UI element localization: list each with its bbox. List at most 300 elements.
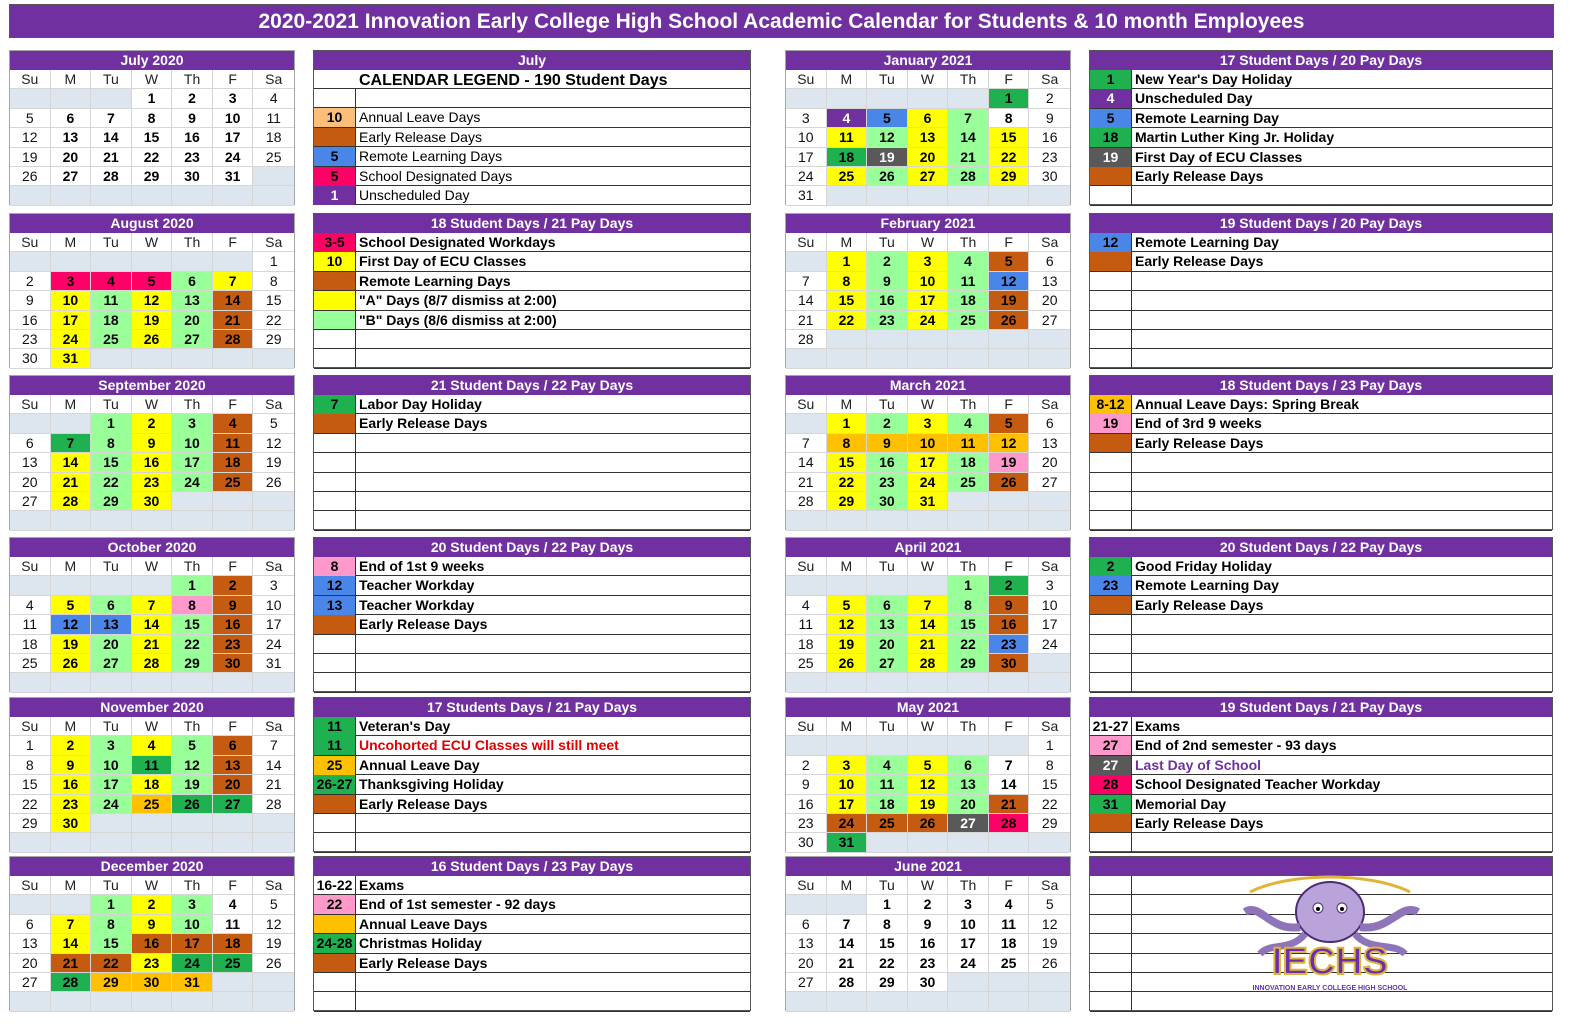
day-cell[interactable]: 29 [989, 167, 1030, 186]
day-cell[interactable]: 2 [989, 576, 1030, 595]
day-cell[interactable]: 31 [253, 654, 294, 673]
day-cell[interactable]: 9 [51, 756, 92, 775]
day-cell[interactable]: 25 [786, 654, 827, 673]
legend-row[interactable] [1090, 756, 1552, 775]
day-cell[interactable]: 23 [172, 148, 213, 167]
day-cell[interactable]: 2 [867, 252, 908, 271]
legend-row[interactable] [314, 186, 750, 205]
day-cell[interactable]: 18 [132, 775, 173, 794]
legend-row[interactable] [314, 954, 750, 973]
legend-row[interactable] [1090, 311, 1552, 330]
day-cell[interactable]: 30 [1029, 167, 1070, 186]
day-cell[interactable]: 15 [253, 291, 294, 310]
day-cell[interactable]: 10 [172, 915, 213, 934]
day-cell[interactable]: 13 [51, 128, 92, 147]
legend-row[interactable] [314, 108, 750, 127]
day-cell[interactable]: 30 [132, 973, 173, 992]
day-cell[interactable]: 10 [172, 434, 213, 453]
legend-row[interactable] [1090, 795, 1552, 814]
day-cell[interactable]: 25 [213, 473, 254, 492]
legend-row[interactable] [314, 434, 750, 453]
day-cell[interactable]: 2 [1029, 89, 1070, 108]
day-cell[interactable]: 28 [948, 167, 989, 186]
legend-row[interactable] [1090, 272, 1552, 291]
day-cell[interactable]: 12 [253, 434, 294, 453]
day-cell[interactable]: 29 [10, 814, 51, 833]
day-cell[interactable]: 21 [132, 635, 173, 654]
day-cell[interactable]: 13 [867, 615, 908, 634]
day-cell[interactable]: 22 [948, 635, 989, 654]
legend-row[interactable] [314, 414, 750, 433]
day-cell[interactable]: 22 [827, 311, 868, 330]
day-cell[interactable]: 12 [827, 615, 868, 634]
legend-row[interactable] [314, 492, 750, 511]
day-cell[interactable]: 24 [827, 814, 868, 833]
day-cell[interactable]: 25 [213, 954, 254, 973]
legend-row[interactable] [1090, 717, 1552, 736]
day-cell[interactable]: 23 [1029, 148, 1070, 167]
day-cell[interactable]: 24 [51, 330, 92, 349]
day-cell[interactable]: 26 [172, 795, 213, 814]
day-cell[interactable]: 27 [867, 654, 908, 673]
day-cell[interactable]: 17 [827, 795, 868, 814]
day-cell[interactable]: 1 [253, 252, 294, 271]
day-cell[interactable]: 14 [51, 453, 92, 472]
day-cell[interactable]: 25 [989, 954, 1030, 973]
day-cell[interactable]: 9 [989, 596, 1030, 615]
day-cell[interactable]: 15 [948, 615, 989, 634]
day-cell[interactable]: 5 [253, 414, 294, 433]
legend-row[interactable] [314, 167, 750, 186]
day-cell[interactable]: 8 [132, 109, 173, 128]
day-cell[interactable]: 27 [908, 167, 949, 186]
day-cell[interactable]: 1 [91, 895, 132, 914]
day-cell[interactable]: 2 [172, 89, 213, 108]
day-cell[interactable]: 7 [253, 736, 294, 755]
day-cell[interactable]: 30 [51, 814, 92, 833]
day-cell[interactable]: 16 [786, 795, 827, 814]
day-cell[interactable]: 16 [867, 291, 908, 310]
day-cell[interactable]: 2 [132, 414, 173, 433]
day-cell[interactable]: 11 [948, 272, 989, 291]
day-cell[interactable]: 26 [10, 167, 51, 186]
day-cell[interactable]: 22 [10, 795, 51, 814]
day-cell[interactable]: 19 [51, 635, 92, 654]
day-cell[interactable]: 28 [253, 795, 294, 814]
day-cell[interactable]: 6 [786, 915, 827, 934]
day-cell[interactable]: 6 [1029, 252, 1070, 271]
day-cell[interactable]: 29 [1029, 814, 1070, 833]
day-cell[interactable]: 3 [1029, 576, 1070, 595]
legend-row[interactable] [314, 576, 750, 595]
day-cell[interactable]: 29 [827, 492, 868, 511]
legend-row[interactable] [314, 233, 750, 252]
day-cell[interactable]: 11 [989, 915, 1030, 934]
day-cell[interactable]: 14 [91, 128, 132, 147]
legend-row[interactable] [314, 973, 750, 992]
day-cell[interactable]: 18 [253, 128, 294, 147]
day-cell[interactable]: 3 [172, 414, 213, 433]
day-cell[interactable]: 11 [253, 109, 294, 128]
day-cell[interactable]: 14 [908, 615, 949, 634]
legend-row[interactable] [314, 511, 750, 530]
legend-row[interactable] [314, 717, 750, 736]
legend-row[interactable] [1090, 148, 1552, 167]
day-cell[interactable]: 4 [827, 109, 868, 128]
day-cell[interactable]: 1 [827, 252, 868, 271]
day-cell[interactable]: 20 [948, 795, 989, 814]
legend-row[interactable] [314, 252, 750, 271]
legend-row[interactable] [314, 128, 750, 147]
legend-row[interactable] [1090, 252, 1552, 271]
legend-row[interactable] [314, 330, 750, 349]
day-cell[interactable]: 17 [908, 453, 949, 472]
day-cell[interactable]: 25 [867, 814, 908, 833]
legend-row[interactable] [314, 349, 750, 368]
day-cell[interactable]: 31 [51, 349, 92, 368]
day-cell[interactable]: 19 [989, 291, 1030, 310]
day-cell[interactable]: 5 [989, 252, 1030, 271]
day-cell[interactable]: 3 [172, 895, 213, 914]
day-cell[interactable]: 1 [10, 736, 51, 755]
legend-row[interactable] [1090, 576, 1552, 595]
day-cell[interactable]: 9 [213, 596, 254, 615]
day-cell[interactable]: 19 [867, 148, 908, 167]
day-cell[interactable]: 9 [786, 775, 827, 794]
day-cell[interactable]: 1 [989, 89, 1030, 108]
day-cell[interactable]: 22 [1029, 795, 1070, 814]
day-cell[interactable]: 4 [213, 895, 254, 914]
day-cell[interactable]: 8 [948, 596, 989, 615]
day-cell[interactable]: 5 [10, 109, 51, 128]
day-cell[interactable]: 8 [10, 756, 51, 775]
day-cell[interactable]: 30 [213, 654, 254, 673]
day-cell[interactable]: 16 [132, 934, 173, 953]
day-cell[interactable]: 7 [786, 272, 827, 291]
day-cell[interactable]: 29 [91, 973, 132, 992]
day-cell[interactable]: 21 [786, 311, 827, 330]
legend-row[interactable] [314, 291, 750, 310]
day-cell[interactable]: 9 [867, 272, 908, 291]
day-cell[interactable]: 10 [213, 109, 254, 128]
legend-row[interactable] [1090, 775, 1552, 794]
day-cell[interactable]: 28 [51, 973, 92, 992]
day-cell[interactable]: 23 [867, 311, 908, 330]
day-cell[interactable]: 11 [867, 775, 908, 794]
day-cell[interactable]: 14 [132, 615, 173, 634]
day-cell[interactable]: 10 [1029, 596, 1070, 615]
legend-row[interactable] [314, 756, 750, 775]
day-cell[interactable]: 12 [172, 756, 213, 775]
day-cell[interactable]: 21 [213, 311, 254, 330]
day-cell[interactable]: 12 [989, 434, 1030, 453]
day-cell[interactable]: 22 [867, 954, 908, 973]
day-cell[interactable]: 7 [132, 596, 173, 615]
day-cell[interactable]: 28 [213, 330, 254, 349]
day-cell[interactable]: 21 [91, 148, 132, 167]
day-cell[interactable]: 29 [253, 330, 294, 349]
day-cell[interactable]: 15 [827, 453, 868, 472]
day-cell[interactable]: 29 [948, 654, 989, 673]
legend-row[interactable] [314, 147, 750, 166]
day-cell[interactable]: 27 [213, 795, 254, 814]
day-cell[interactable]: 4 [253, 89, 294, 108]
day-cell[interactable]: 2 [908, 895, 949, 914]
day-cell[interactable]: 18 [827, 148, 868, 167]
day-cell[interactable]: 23 [51, 795, 92, 814]
day-cell[interactable]: 31 [786, 186, 827, 205]
day-cell[interactable]: 21 [786, 473, 827, 492]
legend-row[interactable] [314, 833, 750, 852]
day-cell[interactable]: 7 [786, 434, 827, 453]
day-cell[interactable]: 2 [213, 576, 254, 595]
day-cell[interactable]: 26 [989, 311, 1030, 330]
day-cell[interactable]: 21 [908, 635, 949, 654]
day-cell[interactable]: 11 [10, 615, 51, 634]
day-cell[interactable]: 20 [786, 954, 827, 973]
day-cell[interactable]: 20 [1029, 291, 1070, 310]
day-cell[interactable]: 27 [91, 654, 132, 673]
day-cell[interactable]: 20 [172, 311, 213, 330]
day-cell[interactable]: 30 [10, 349, 51, 368]
legend-row[interactable] [314, 311, 750, 330]
day-cell[interactable]: 16 [213, 615, 254, 634]
day-cell[interactable]: 21 [948, 148, 989, 167]
day-cell[interactable]: 27 [1029, 473, 1070, 492]
legend-row[interactable] [314, 395, 750, 414]
day-cell[interactable]: 3 [908, 252, 949, 271]
day-cell[interactable]: 24 [213, 148, 254, 167]
day-cell[interactable]: 13 [213, 756, 254, 775]
day-cell[interactable]: 8 [172, 596, 213, 615]
day-cell[interactable]: 1 [827, 414, 868, 433]
legend-row[interactable] [1090, 186, 1552, 205]
legend-row[interactable] [314, 473, 750, 492]
day-cell[interactable]: 14 [948, 128, 989, 147]
day-cell[interactable]: 5 [827, 596, 868, 615]
legend-row[interactable] [1090, 349, 1552, 368]
day-cell[interactable]: 24 [172, 954, 213, 973]
day-cell[interactable]: 28 [51, 492, 92, 511]
day-cell[interactable]: 7 [908, 596, 949, 615]
day-cell[interactable]: 1 [1029, 736, 1070, 755]
legend-row[interactable] [314, 615, 750, 634]
day-cell[interactable]: 5 [253, 895, 294, 914]
day-cell[interactable]: 10 [827, 775, 868, 794]
day-cell[interactable]: 19 [989, 453, 1030, 472]
day-cell[interactable]: 16 [989, 615, 1030, 634]
day-cell[interactable]: 24 [908, 311, 949, 330]
day-cell[interactable]: 20 [51, 148, 92, 167]
day-cell[interactable]: 24 [1029, 635, 1070, 654]
day-cell[interactable]: 18 [213, 453, 254, 472]
day-cell[interactable]: 25 [253, 148, 294, 167]
day-cell[interactable]: 19 [132, 311, 173, 330]
legend-row[interactable] [1090, 89, 1552, 108]
day-cell[interactable]: 30 [786, 833, 827, 852]
day-cell[interactable]: 17 [253, 615, 294, 634]
legend-row[interactable] [314, 814, 750, 833]
day-cell[interactable]: 15 [10, 775, 51, 794]
day-cell[interactable]: 23 [132, 473, 173, 492]
day-cell[interactable]: 13 [786, 934, 827, 953]
legend-row[interactable] [1090, 673, 1552, 692]
day-cell[interactable]: 3 [91, 736, 132, 755]
day-cell[interactable]: 30 [132, 492, 173, 511]
day-cell[interactable]: 22 [132, 148, 173, 167]
day-cell[interactable]: 7 [51, 915, 92, 934]
day-cell[interactable]: 11 [827, 128, 868, 147]
day-cell[interactable]: 21 [51, 473, 92, 492]
day-cell[interactable]: 15 [1029, 775, 1070, 794]
day-cell[interactable]: 10 [786, 128, 827, 147]
day-cell[interactable]: 14 [253, 756, 294, 775]
legend-row[interactable] [1090, 615, 1552, 634]
day-cell[interactable]: 23 [10, 330, 51, 349]
legend-row[interactable] [1090, 453, 1552, 472]
day-cell[interactable]: 1 [132, 89, 173, 108]
day-cell[interactable]: 14 [989, 775, 1030, 794]
legend-row[interactable] [314, 654, 750, 673]
legend-row[interactable] [1090, 395, 1552, 414]
day-cell[interactable]: 26 [132, 330, 173, 349]
day-cell[interactable]: 27 [10, 492, 51, 511]
legend-row[interactable] [1090, 109, 1552, 128]
day-cell[interactable]: 18 [10, 635, 51, 654]
day-cell[interactable]: 10 [253, 596, 294, 615]
day-cell[interactable]: 21 [989, 795, 1030, 814]
day-cell[interactable]: 23 [213, 635, 254, 654]
day-cell[interactable]: 8 [867, 915, 908, 934]
day-cell[interactable]: 12 [989, 272, 1030, 291]
day-cell[interactable]: 6 [867, 596, 908, 615]
day-cell[interactable]: 31 [213, 167, 254, 186]
day-cell[interactable]: 20 [213, 775, 254, 794]
day-cell[interactable]: 30 [908, 973, 949, 992]
day-cell[interactable]: 12 [253, 915, 294, 934]
day-cell[interactable]: 12 [51, 615, 92, 634]
day-cell[interactable]: 7 [948, 109, 989, 128]
day-cell[interactable]: 9 [908, 915, 949, 934]
legend-row[interactable] [314, 557, 750, 576]
day-cell[interactable]: 4 [91, 272, 132, 291]
day-cell[interactable]: 15 [867, 934, 908, 953]
day-cell[interactable]: 27 [172, 330, 213, 349]
day-cell[interactable]: 13 [948, 775, 989, 794]
day-cell[interactable]: 16 [51, 775, 92, 794]
day-cell[interactable]: 25 [948, 473, 989, 492]
day-cell[interactable]: 14 [827, 934, 868, 953]
legend-row[interactable] [314, 775, 750, 794]
day-cell[interactable]: 16 [10, 311, 51, 330]
day-cell[interactable]: 6 [10, 915, 51, 934]
legend-row[interactable] [1090, 511, 1552, 530]
day-cell[interactable]: 11 [786, 615, 827, 634]
day-cell[interactable]: 13 [908, 128, 949, 147]
day-cell[interactable]: 18 [91, 311, 132, 330]
day-cell[interactable]: 24 [172, 473, 213, 492]
day-cell[interactable]: 24 [908, 473, 949, 492]
day-cell[interactable]: 11 [948, 434, 989, 453]
day-cell[interactable]: 28 [786, 330, 827, 349]
day-cell[interactable]: 23 [989, 635, 1030, 654]
legend-row[interactable] [1090, 635, 1552, 654]
day-cell[interactable]: 7 [213, 272, 254, 291]
day-cell[interactable]: 25 [132, 795, 173, 814]
day-cell[interactable]: 5 [51, 596, 92, 615]
day-cell[interactable]: 28 [132, 654, 173, 673]
day-cell[interactable]: 10 [908, 434, 949, 453]
day-cell[interactable]: 6 [1029, 414, 1070, 433]
day-cell[interactable]: 8 [827, 272, 868, 291]
day-cell[interactable]: 21 [51, 954, 92, 973]
day-cell[interactable]: 3 [213, 89, 254, 108]
day-cell[interactable]: 6 [91, 596, 132, 615]
day-cell[interactable]: 20 [1029, 453, 1070, 472]
day-cell[interactable]: 15 [91, 453, 132, 472]
day-cell[interactable]: 26 [827, 654, 868, 673]
day-cell[interactable]: 26 [989, 473, 1030, 492]
day-cell[interactable]: 11 [132, 756, 173, 775]
day-cell[interactable]: 30 [172, 167, 213, 186]
day-cell[interactable]: 19 [253, 453, 294, 472]
day-cell[interactable]: 6 [51, 109, 92, 128]
day-cell[interactable]: 14 [213, 291, 254, 310]
day-cell[interactable]: 31 [172, 973, 213, 992]
day-cell[interactable]: 31 [827, 833, 868, 852]
legend-row[interactable] [1090, 557, 1552, 576]
day-cell[interactable]: 4 [213, 414, 254, 433]
day-cell[interactable]: 2 [132, 895, 173, 914]
legend-row[interactable] [1090, 736, 1552, 755]
day-cell[interactable]: 25 [91, 330, 132, 349]
day-cell[interactable]: 6 [948, 756, 989, 775]
day-cell[interactable]: 11 [213, 434, 254, 453]
day-cell[interactable]: 27 [10, 973, 51, 992]
day-cell[interactable]: 9 [132, 915, 173, 934]
day-cell[interactable]: 26 [51, 654, 92, 673]
day-cell[interactable]: 17 [172, 934, 213, 953]
day-cell[interactable]: 25 [948, 311, 989, 330]
day-cell[interactable]: 21 [827, 954, 868, 973]
day-cell[interactable]: 14 [786, 453, 827, 472]
day-cell[interactable]: 8 [989, 109, 1030, 128]
day-cell[interactable]: 17 [786, 148, 827, 167]
day-cell[interactable]: 23 [867, 473, 908, 492]
day-cell[interactable]: 11 [213, 915, 254, 934]
day-cell[interactable]: 20 [91, 635, 132, 654]
day-cell[interactable]: 20 [908, 148, 949, 167]
legend-row[interactable] [314, 992, 750, 1011]
day-cell[interactable]: 28 [91, 167, 132, 186]
day-cell[interactable]: 12 [908, 775, 949, 794]
day-cell[interactable]: 1 [172, 576, 213, 595]
day-cell[interactable]: 5 [908, 756, 949, 775]
day-cell[interactable]: 16 [867, 453, 908, 472]
legend-row[interactable] [1090, 814, 1552, 833]
legend-row[interactable] [1090, 473, 1552, 492]
day-cell[interactable]: 9 [1029, 109, 1070, 128]
day-cell[interactable]: 7 [51, 434, 92, 453]
day-cell[interactable]: 6 [213, 736, 254, 755]
day-cell[interactable]: 2 [867, 414, 908, 433]
day-cell[interactable]: 25 [827, 167, 868, 186]
day-cell[interactable]: 22 [91, 954, 132, 973]
day-cell[interactable]: 2 [51, 736, 92, 755]
legend-row[interactable] [314, 876, 750, 895]
day-cell[interactable]: 24 [253, 635, 294, 654]
day-cell[interactable]: 19 [172, 775, 213, 794]
